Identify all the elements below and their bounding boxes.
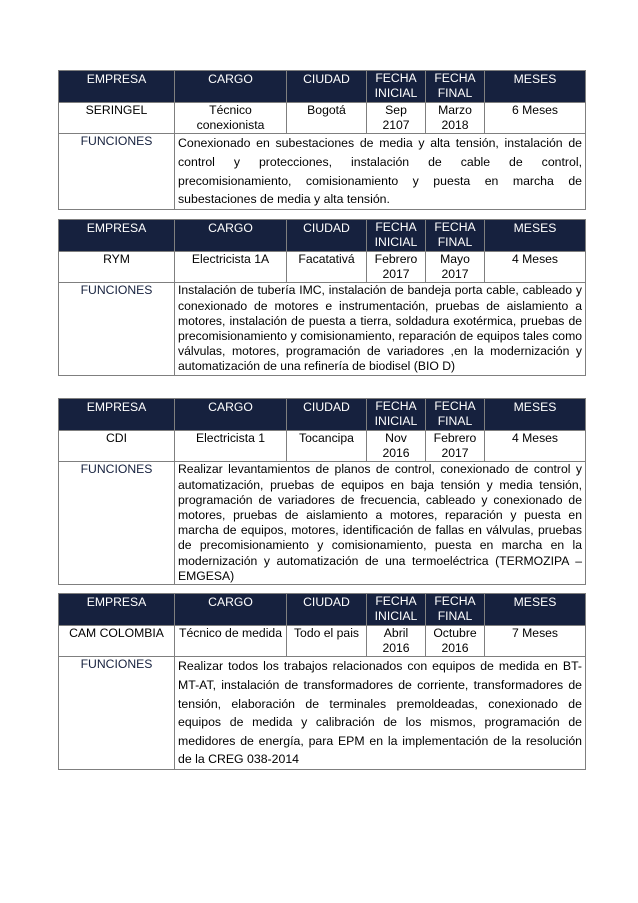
empresa-value: CAM COLOMBIA — [59, 626, 175, 657]
cargo-value: Electricista 1A — [175, 252, 287, 283]
fecha-inicial-value: Abril 2016 — [367, 626, 426, 657]
cargo-value: Electricista 1 — [175, 431, 287, 462]
empresa-value: CDI — [59, 431, 175, 462]
ciudad-value: Facatativá — [287, 252, 367, 283]
fecha-final-value: Febrero 2017 — [426, 431, 485, 462]
meses-value: 6 Meses — [485, 103, 586, 134]
meses-value: 7 Meses — [485, 626, 586, 657]
header-meses: MESES — [485, 71, 586, 103]
ciudad-value: Todo el pais — [287, 626, 367, 657]
funciones-text: Realizar todos los trabajos relacionados con equipos de medida en BT-MT-AT, instalación de transformadores de corriente, transformadores de tensión, elaboración de terminales premoldeadas, conexionado de equipos de medida y calibración de los mismos, programación de medidores de energía, para EPM en la implementación de la resolución de la CREG 038-2014 — [175, 657, 586, 770]
meses-value: 4 Meses — [485, 252, 586, 283]
header-empresa: EMPRESA — [59, 594, 175, 626]
header-fecha-inicial: FECHA INICIAL — [367, 594, 426, 626]
header-ciudad: CIUDAD — [287, 220, 367, 252]
funciones-text: Conexionado en subestaciones de media y alta tensión, instalación de control y protecciones, instalación de cable de control, precomisionamiento, comisionamiento y puesta en marcha de subestaciones de media y alta tensión. — [175, 134, 586, 209]
fecha-inicial-value: Nov 2016 — [367, 431, 426, 462]
header-fecha-final: FECHA FINAL — [426, 594, 485, 626]
header-fecha-final: FECHA FINAL — [426, 220, 485, 252]
empresa-value: SERINGEL — [59, 103, 175, 134]
job-table-4 — [58, 593, 585, 770]
cargo-value: Técnico conexionista — [175, 103, 287, 134]
header-meses: MESES — [485, 220, 586, 252]
header-cargo: CARGO — [175, 220, 287, 252]
header-meses: MESES — [485, 399, 586, 431]
fecha-inicial-value: Sep 2107 — [367, 103, 426, 134]
job-table-1 — [58, 70, 585, 210]
header-fecha-final: FECHA FINAL — [426, 71, 485, 103]
ciudad-value: Bogotá — [287, 103, 367, 134]
header-ciudad: CIUDAD — [287, 399, 367, 431]
funciones-label: FUNCIONES — [59, 134, 175, 209]
fecha-final-value: Octubre 2016 — [426, 626, 485, 657]
funciones-text: Realizar levantamientos de planos de control, conexionado de control y automatización, pruebas de equipos en baja tensión y media tensión, programación de variadores de frecuencia, cableado y conexionado de motores, pruebas de aislamiento a motores, reparación y puesta en marcha de equipos, motores, identificación de fallas en válvulas, pruebas de precomisionamiento y comisionamiento, puesta en marcha en la modernización y automatización de una termoeléctrica (TERMOZIPA – EMGESA) — [175, 462, 586, 585]
header-fecha-final: FECHA FINAL — [426, 399, 485, 431]
header-cargo: CARGO — [175, 399, 287, 431]
header-empresa: EMPRESA — [59, 399, 175, 431]
funciones-label: FUNCIONES — [59, 657, 175, 770]
empresa-value: RYM — [59, 252, 175, 283]
header-ciudad: CIUDAD — [287, 594, 367, 626]
header-fecha-inicial: FECHA INICIAL — [367, 71, 426, 103]
header-empresa: EMPRESA — [59, 220, 175, 252]
meses-value: 4 Meses — [485, 431, 586, 462]
fecha-final-value: Mayo 2017 — [426, 252, 485, 283]
header-fecha-inicial: FECHA INICIAL — [367, 220, 426, 252]
funciones-text: Instalación de tubería IMC, instalación de bandeja porta cable, cableado y conexionado de motores e instrumentación, pruebas de aislamiento a motores, instalación de puesta a tierra, soldadura exotérmica, pruebas de precomisionamiento y comisionamiento, reparación de equipos tales como válvulas, motores, programación de variadores ,en la modernización y automatización de una refinería de biodisel (BIO D) — [175, 283, 586, 375]
funciones-label: FUNCIONES — [59, 462, 175, 585]
header-ciudad: CIUDAD — [287, 71, 367, 103]
header-cargo: CARGO — [175, 71, 287, 103]
header-fecha-inicial: FECHA INICIAL — [367, 399, 426, 431]
header-meses: MESES — [485, 594, 586, 626]
job-table-2 — [58, 219, 585, 376]
header-empresa: EMPRESA — [59, 71, 175, 103]
job-table-3 — [58, 398, 585, 585]
fecha-inicial-value: Febrero 2017 — [367, 252, 426, 283]
ciudad-value: Tocancipa — [287, 431, 367, 462]
funciones-label: FUNCIONES — [59, 283, 175, 375]
fecha-final-value: Marzo 2018 — [426, 103, 485, 134]
cargo-value: Técnico de medida — [175, 626, 287, 657]
header-cargo: CARGO — [175, 594, 287, 626]
